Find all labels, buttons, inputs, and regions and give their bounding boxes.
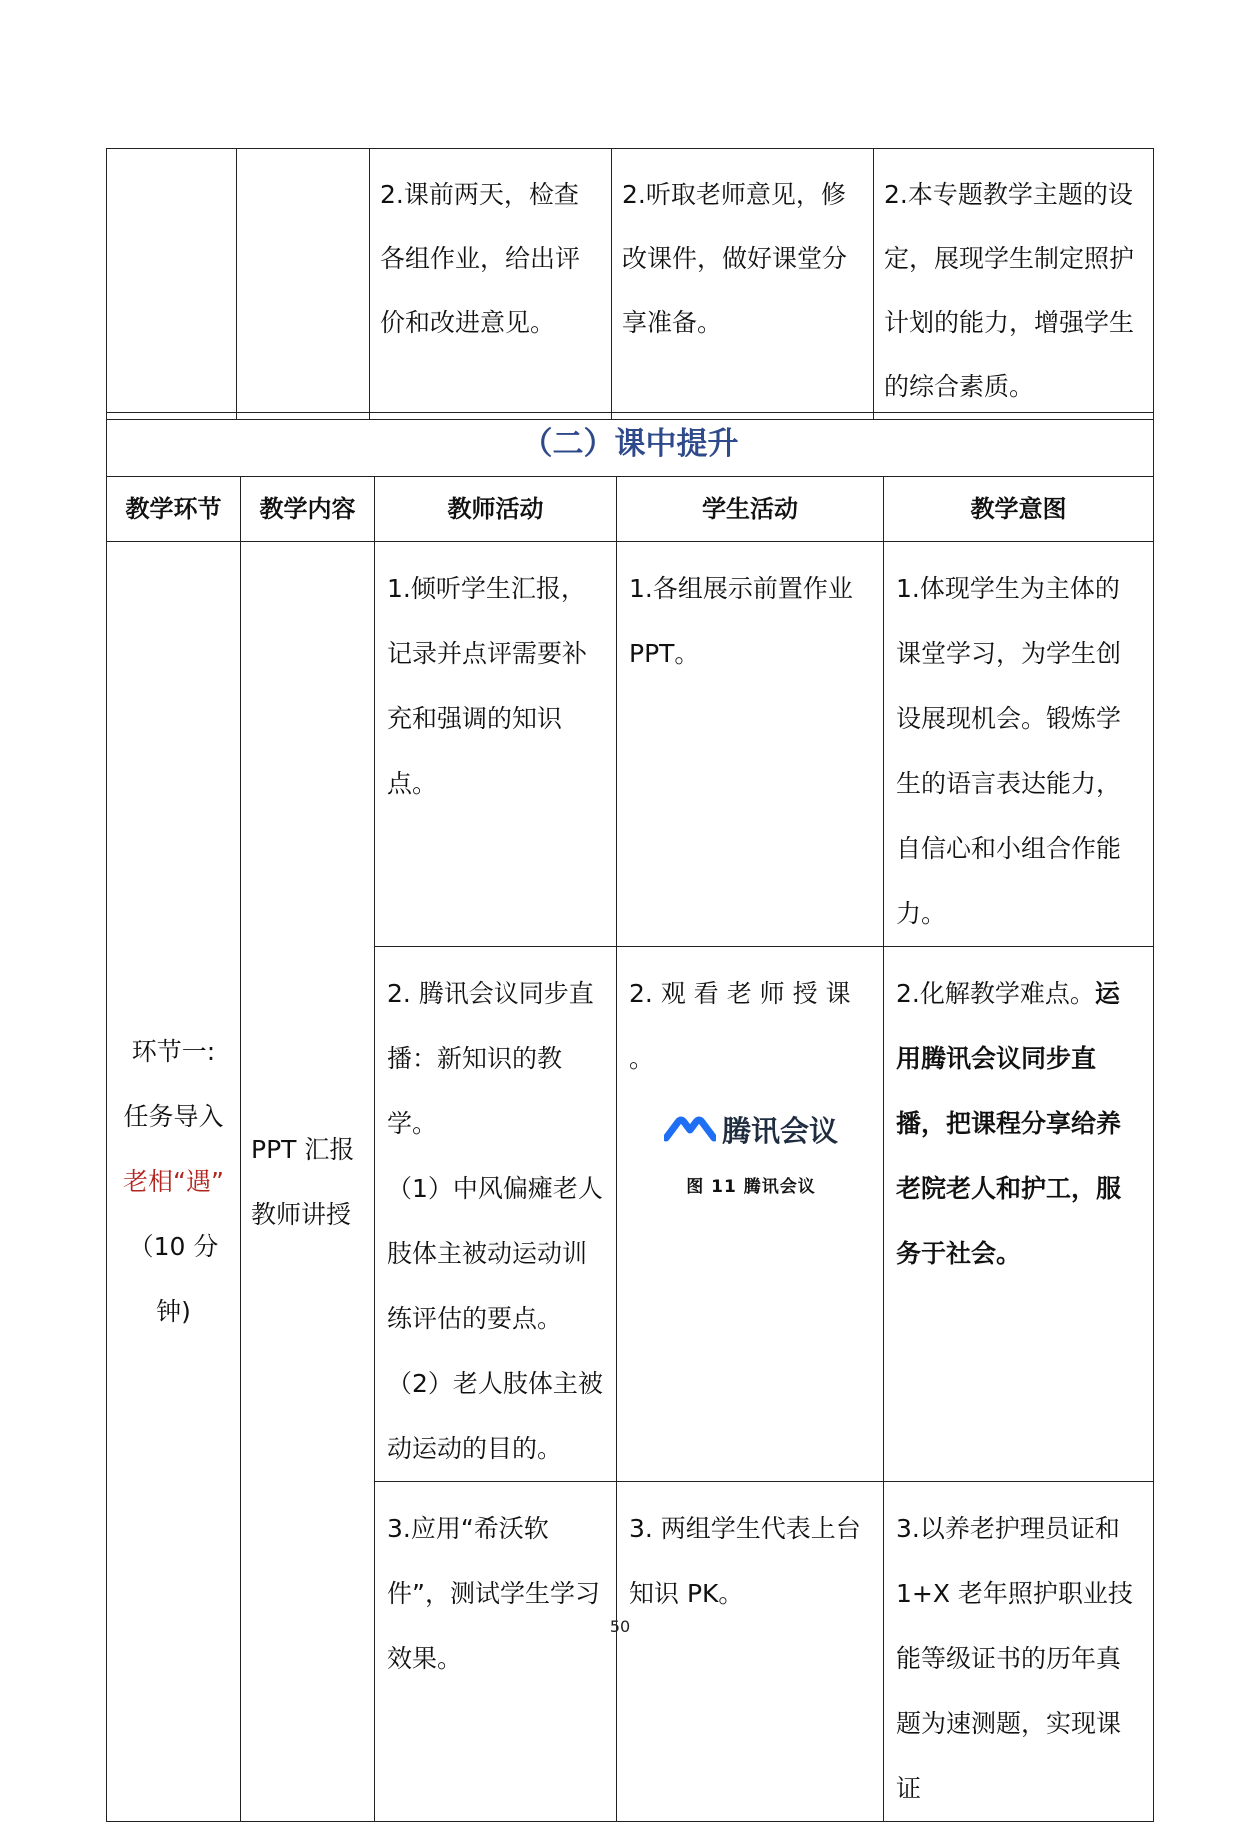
stage-title-highlight: 老相“遇” (123, 1167, 224, 1196)
stage-line: 任务导入 (123, 1102, 224, 1131)
stage-line: 钟) (156, 1297, 191, 1326)
student-text: 2. 观 看 老 师 授 课 。 (629, 979, 851, 1073)
method-line: 教师讲授 (251, 1199, 352, 1229)
header-teaching-intent: 教学意图 (884, 477, 1154, 542)
teacher-activity-cell: 1.倾听学生汇报，记录并点评需要补充和强调的知识点。 (375, 542, 617, 947)
intent-plain-text: 2.化解教学难点。 (896, 979, 1095, 1008)
student-activity-cell: 3. 两组学生代表上台知识 PK。 (617, 1482, 884, 1822)
content-cell-empty (237, 149, 370, 420)
student-activity-cell: 1.各组展示前置作业 PPT。 (617, 542, 884, 947)
header-content: 教学内容 (241, 477, 375, 542)
teacher-paragraph: 2. 腾讯会议同步直播：新知识的教学。 (387, 979, 594, 1138)
header-stage: 教学环节 (107, 477, 241, 542)
header-teacher-activity: 教师活动 (375, 477, 617, 542)
student-activity-cell: 2.听取老师意见，修改课件，做好课堂分享准备。 (612, 149, 874, 420)
teaching-intent-cell: 3.以养老护理员证和 1+X 老年照护职业技能等级证书的历年真题为速测题，实现课证 (884, 1482, 1154, 1822)
method-line: PPT 汇报 (251, 1134, 355, 1164)
teacher-paragraph: （1）中风偏瘫老人肢体主被动运动训练评估的要点。 (387, 1174, 603, 1333)
teaching-intent-cell (884, 947, 1154, 1482)
logo-text: 腾讯会议 (721, 1114, 838, 1148)
teacher-activity-cell: 2.课前两天，检查各组作业，给出评价和改进意见。 (370, 149, 612, 420)
header-student-activity: 学生活动 (617, 477, 884, 542)
page-number: 50 (609, 1617, 631, 1636)
tencent-meeting-icon (664, 1116, 716, 1144)
teacher-paragraph: （2）老人肢体主被动运动的目的。 (387, 1369, 603, 1463)
teacher-activity-cell (375, 947, 617, 1482)
stage-line: 环节一: (131, 1037, 216, 1066)
teacher-activity-cell: 3.应用“希沃软件”，测试学生学习效果。 (375, 1482, 617, 1822)
stage-cell-empty (107, 149, 237, 420)
teaching-intent-cell: 2.本专题教学主题的设定，展现学生制定照护计划的能力，增强学生的综合素质。 (874, 149, 1154, 420)
lesson-plan-table (106, 412, 1154, 1822)
figure-caption: 图 11 腾讯会议 (686, 1177, 816, 1197)
section-title: （二）课中提升 (107, 413, 1154, 477)
intent-bold-text: 运用腾讯会议同步直播，把课程分享给养老院老人和护工，服务于社会。 (896, 979, 1122, 1268)
stage-line: （10 分 (128, 1232, 219, 1261)
tencent-meeting-logo (664, 1109, 838, 1150)
student-activity-cell (617, 947, 884, 1482)
teaching-intent-cell: 1.体现学生为主体的课堂学习，为学生创设展现机会。锻炼学生的语言表达能力，自信心和小组合作能力。 (884, 542, 1154, 947)
previous-section-table (106, 148, 1154, 420)
tencent-meeting-figure (629, 1109, 873, 1150)
